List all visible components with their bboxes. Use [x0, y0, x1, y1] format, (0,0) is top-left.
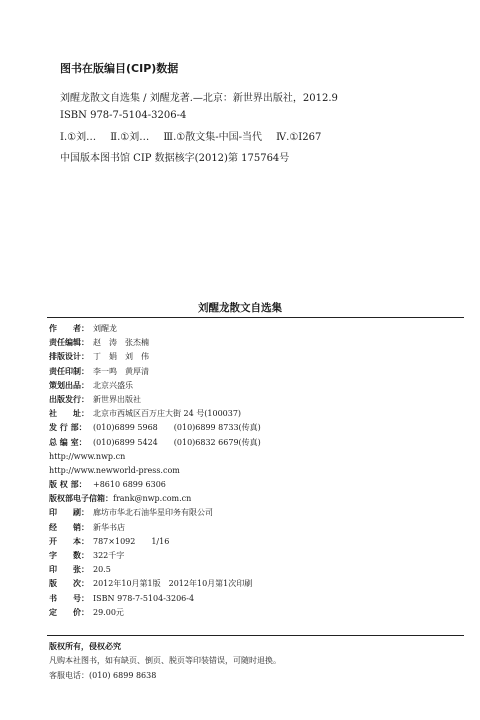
cip-number: 中国版本图书馆 CIP 数据核字(2012)第 175764号	[60, 153, 290, 164]
detail-value: 2012年10月第1版 2012年10月第1次印刷	[93, 579, 253, 589]
detail-row	[49, 549, 464, 563]
website-url[interactable]: http://www.newworld-press.com	[49, 465, 180, 475]
detail-row	[49, 421, 464, 435]
return-policy: 凡购本社图书，如有缺页、倒页、脱页等印装错误，可随时退换。	[49, 656, 281, 665]
detail-row	[49, 407, 464, 421]
detail-value: 新世界出版社	[93, 394, 141, 404]
detail-row	[49, 365, 464, 379]
detail-label: 印 张：	[49, 565, 89, 575]
detail-row	[49, 379, 464, 393]
detail-label: 书 号：	[49, 593, 89, 603]
detail-value: 787×1092 1/16	[93, 536, 170, 546]
detail-value: 北京市西城区百万庄大街 24 号(100037)	[93, 409, 242, 419]
rights-notice	[49, 640, 464, 683]
detail-row	[49, 322, 464, 336]
bottom-divider	[47, 635, 464, 636]
detail-label: 开 本：	[49, 536, 89, 546]
cip-heading: 图书在版编目(CIP)数据	[60, 62, 179, 75]
detail-value: 29.00元	[93, 607, 124, 617]
service-phone: 客服电话：(010) 6899 8638	[49, 670, 157, 680]
detail-label: 作 者：	[49, 324, 89, 333]
detail-row	[49, 563, 464, 577]
detail-value: 20.5	[93, 565, 111, 575]
detail-row	[49, 606, 464, 620]
detail-value: (010)6899 5968 (010)6899 8733(传真)	[93, 423, 261, 433]
detail-value: 李一鸣 黄厚清	[93, 366, 149, 376]
email-row	[49, 492, 464, 506]
email-address[interactable]: frank@nwp.com.cn	[113, 494, 192, 504]
detail-row	[49, 436, 464, 450]
website-url[interactable]: http://www.nwp.cn	[49, 451, 126, 461]
publication-details	[49, 322, 464, 620]
rights-heading: 版权所有，侵权必究	[49, 642, 121, 651]
cip-class-4: Ⅳ.①I267	[276, 132, 322, 143]
detail-row	[49, 350, 464, 364]
detail-label: 责任印制：	[49, 366, 89, 376]
cip-class-1: Ⅰ.①刘…	[60, 132, 97, 143]
detail-label: 出版发行：	[49, 394, 89, 404]
detail-row	[49, 393, 464, 407]
cip-bibliographic: 刘醒龙散文自选集 / 刘醒龙著.—北京：新世界出版社，2012.9	[60, 93, 338, 104]
detail-label: 发 行 部：	[49, 423, 87, 433]
detail-label: 字 数：	[49, 551, 89, 560]
detail-value: +8610 6899 6306	[93, 480, 166, 490]
cip-class-2: Ⅱ.①刘…	[110, 132, 150, 143]
detail-label: 定 价：	[49, 607, 89, 617]
detail-label: 版 权 部：	[49, 480, 87, 490]
book-title: 刘醒龙散文自选集	[198, 302, 282, 314]
detail-label: 版 次：	[49, 579, 89, 589]
cip-block	[60, 60, 460, 167]
detail-value: 北京兴盛乐	[93, 380, 133, 390]
detail-row	[49, 336, 464, 350]
detail-label: 总 编 室：	[49, 437, 87, 447]
detail-row	[49, 535, 464, 549]
detail-value: ISBN 978-7-5104-3206-4	[93, 593, 195, 603]
detail-label: 印 刷：	[49, 508, 89, 518]
detail-value: 廊坊市华北石油华星印务有限公司	[93, 508, 213, 518]
detail-row	[49, 478, 464, 492]
detail-label: 经 销：	[49, 522, 89, 532]
detail-label: 排版设计：	[49, 352, 89, 362]
cip-classifications	[60, 129, 460, 146]
detail-value: 刘醒龙	[93, 324, 117, 333]
detail-row	[49, 577, 464, 591]
detail-value: (010)6899 5424 (010)6832 6679(传真)	[93, 437, 261, 447]
detail-value: 赵 涛 张杰楠	[93, 338, 149, 348]
detail-label: 策划出品：	[49, 380, 89, 390]
detail-row	[49, 521, 464, 535]
detail-label: 社 址：	[49, 409, 89, 419]
detail-row	[49, 592, 464, 606]
top-divider	[47, 317, 464, 318]
detail-value: 322千字	[93, 551, 125, 560]
cip-isbn: ISBN 978-7-5104-3206-4	[60, 110, 187, 121]
email-label: 版权部电子信箱：	[49, 494, 113, 504]
cip-class-3: Ⅲ.①散文集-中国-当代	[163, 132, 262, 143]
detail-label: 责任编辑：	[49, 338, 89, 348]
detail-value: 新华书店	[93, 522, 125, 532]
detail-value: 丁 娟 刘 伟	[93, 352, 149, 362]
detail-row	[49, 506, 464, 520]
